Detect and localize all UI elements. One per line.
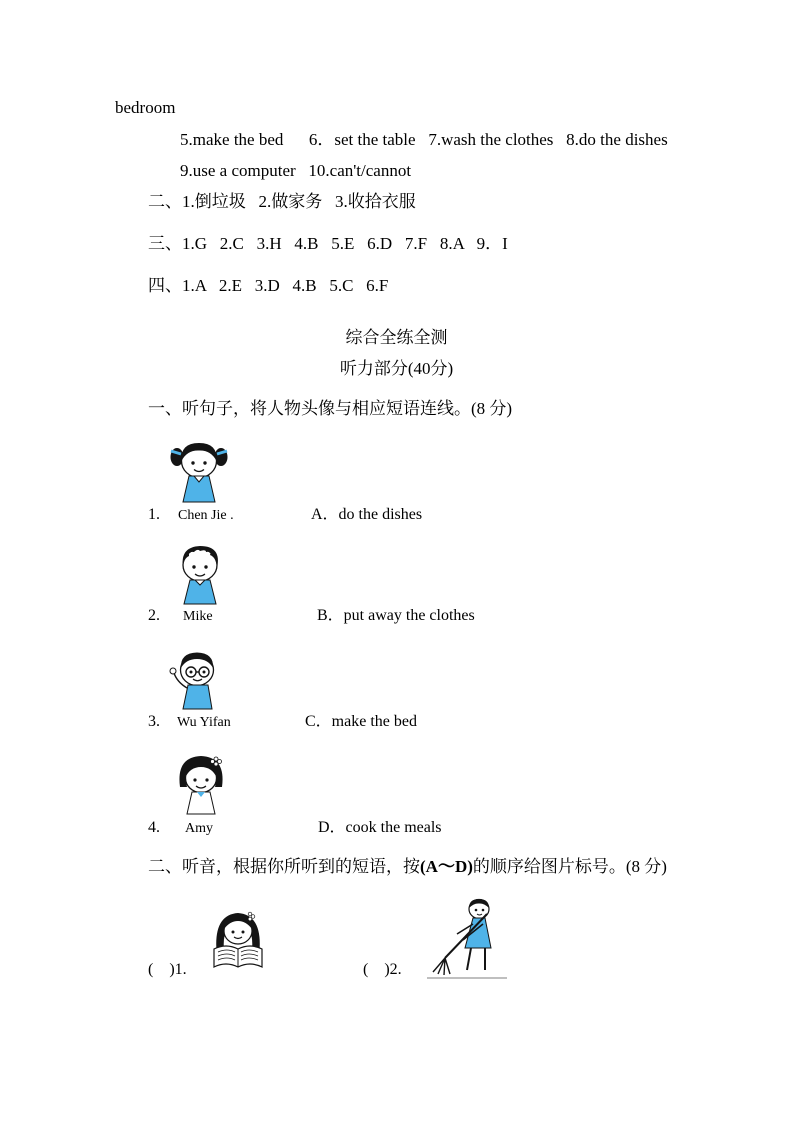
answer-section-two: 二、1.倒垃圾 2.做家务 3.收拾衣服: [148, 192, 416, 211]
item-4-number: 4.: [148, 819, 160, 836]
mike-icon: [170, 541, 230, 605]
girl-sweeping-icon: [425, 894, 509, 982]
item-3-name: Wu Yifan: [177, 715, 231, 730]
item-3-phrase: C．make the bed: [305, 713, 417, 730]
item-2-name: Mike: [183, 609, 213, 624]
part-two-instruction: [148, 856, 667, 877]
item-2-number: 2.: [148, 607, 160, 624]
part-one-instruction: 一、听句子，将人物头像与相应短语连线。(8 分): [148, 399, 513, 418]
picture-1-label: ( )1.: [148, 961, 187, 978]
girl-sweeping-illustration: [425, 894, 509, 982]
answer-section-four: 四、1.A 2.E 3.D 4.B 5.C 6.F: [148, 276, 389, 295]
item-4-phrase: D．cook the meals: [318, 819, 442, 836]
girl-reading-icon: [202, 901, 274, 973]
answer-section-three: 三、1.G 2.C 3.H 4.B 5.E 6.D 7.F 8.A 9．I: [148, 234, 508, 253]
wu-yifan-illustration: [165, 646, 229, 710]
answer-line-9-10: 9.use a computer 10.can't/cannot: [180, 161, 412, 180]
part-two-instruction-pre: 二、听音，根据你所听到的短语，按: [148, 857, 420, 876]
mike-illustration: [170, 541, 230, 605]
answer-line-bedroom: bedroom: [115, 98, 176, 117]
girl-reading-illustration: [202, 901, 274, 973]
item-2-phrase: B．put away the clothes: [317, 607, 475, 624]
item-1-name: Chen Jie .: [178, 508, 234, 523]
test-title: 综合全练全测: [345, 328, 448, 347]
wu-yifan-icon: [165, 646, 229, 710]
chen-jie-illustration: [168, 437, 230, 503]
answer-line-5-8: 5.make the bed 6．set the table 7.wash the clothes 8.do the dishes: [180, 130, 668, 149]
item-1-number: 1.: [148, 506, 160, 523]
picture-2-label: ( )2.: [363, 961, 402, 978]
item-4-name: Amy: [185, 821, 213, 836]
part-two-instruction-bold: (A～D): [420, 857, 473, 876]
item-3-number: 3.: [148, 713, 160, 730]
test-subtitle: 听力部分(40分): [339, 359, 454, 378]
amy-icon: [172, 751, 230, 815]
part-two-instruction-post: 的顺序给图片标号。(8 分): [472, 857, 667, 876]
item-1-phrase: A．do the dishes: [311, 506, 423, 523]
amy-illustration: [172, 751, 230, 815]
chen-jie-icon: [168, 437, 230, 503]
